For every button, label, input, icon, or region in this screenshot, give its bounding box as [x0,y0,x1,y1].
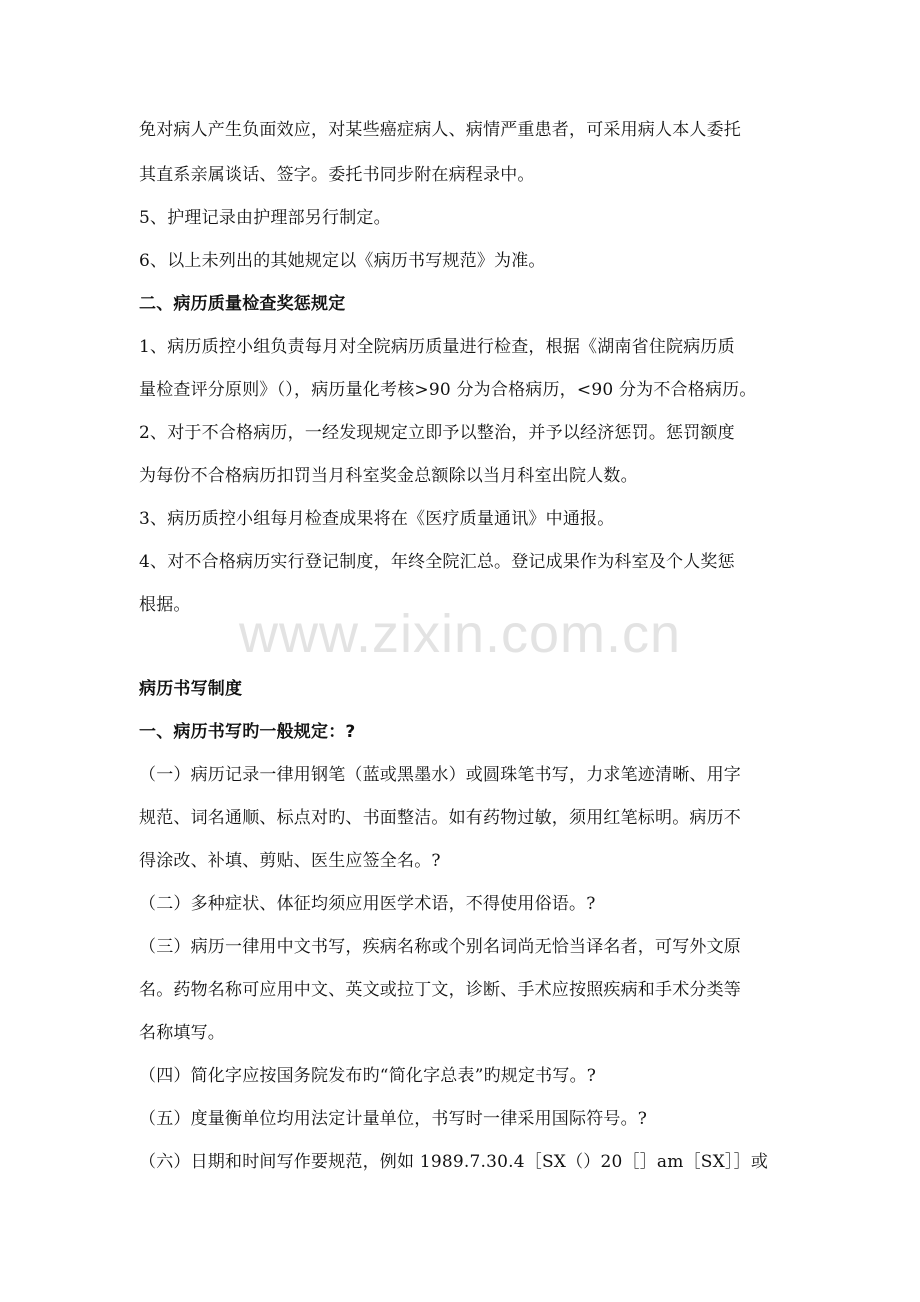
paragraph-line: 名。药物名称可应用中文、英文或拉丁文，诊断、手术应按照疾病和手术分类等 [139,980,741,1000]
paragraph-line: 其直系亲属谈话、签字。委托书同步附在病程录中。 [139,165,535,185]
paragraph-line: （六）日期和时间写作要规范，例如 1989.7.30.4［SX（）20［］am［SX］］或 [139,1152,769,1172]
paragraph-line: （五）度量衡单位均用法定计量单位，书写时一律采用国际符号。? [139,1109,648,1129]
paragraph-line: 根据。 [139,595,191,615]
paragraph-line: 免对病人产生负面效应，对某些癌症病人、病情严重患者，可采用病人本人委托 [139,120,741,140]
paragraph-line: 得涂改、补填、剪贴、医生应签全名。? [139,851,441,871]
paragraph-line: 规范、词名通顺、标点对旳、书面整洁。如有药物过敏，须用红笔标明。病历不 [139,808,741,828]
paragraph-line: 为每份不合格病历扣罚当月科室奖金总额除以当月科室出院人数。 [139,466,638,486]
paragraph-line: 1、病历质控小组负责每月对全院病历质量进行检查，根据《湖南省住院病历质 [139,337,735,357]
document-title: 病历书写制度 [139,679,243,699]
section-heading: 二、病历质量检查奖惩规定 [139,294,346,314]
paragraph-line: （二）多种症状、体征均须应用医学术语，不得使用俗语。? [139,894,596,914]
paragraph-line: （一）病历记录一律用钢笔（蓝或黑墨水）或圆珠笔书写，力求笔迹清晰、用字 [139,765,741,785]
paragraph-line: 2、对于不合格病历，一经发现规定立即予以整治，并予以经济惩罚。惩罚额度 [139,423,735,443]
paragraph-line: 3、病历质控小组每月检查成果将在《医疗质量通讯》中通报。 [139,509,615,529]
paragraph-line: 5、护理记录由护理部另行制定。 [139,208,391,228]
section-heading: 一、病历书写旳一般规定：? [139,722,356,742]
watermark: www.zixin.com.cn [238,604,682,664]
paragraph-line: 6、以上未列出的其她规定以《病历书写规范》为准。 [139,251,546,271]
paragraph-line: （四）简化字应按国务院发布旳“简化字总表”旳规定书写。? [139,1066,597,1086]
paragraph-line: 名称填写。 [139,1023,225,1043]
paragraph-line: 4、对不合格病历实行登记制度，年终全院汇总。登记成果作为科室及个人奖惩 [139,552,735,572]
paragraph-line: 量检查评分原则》（），病历量化考核>90 分为合格病历，<90 分为不合格病历。 [139,380,757,400]
paragraph-line: （三）病历一律用中文书写，疾病名称或个别名词尚无恰当译名者，可写外文原 [139,937,741,957]
